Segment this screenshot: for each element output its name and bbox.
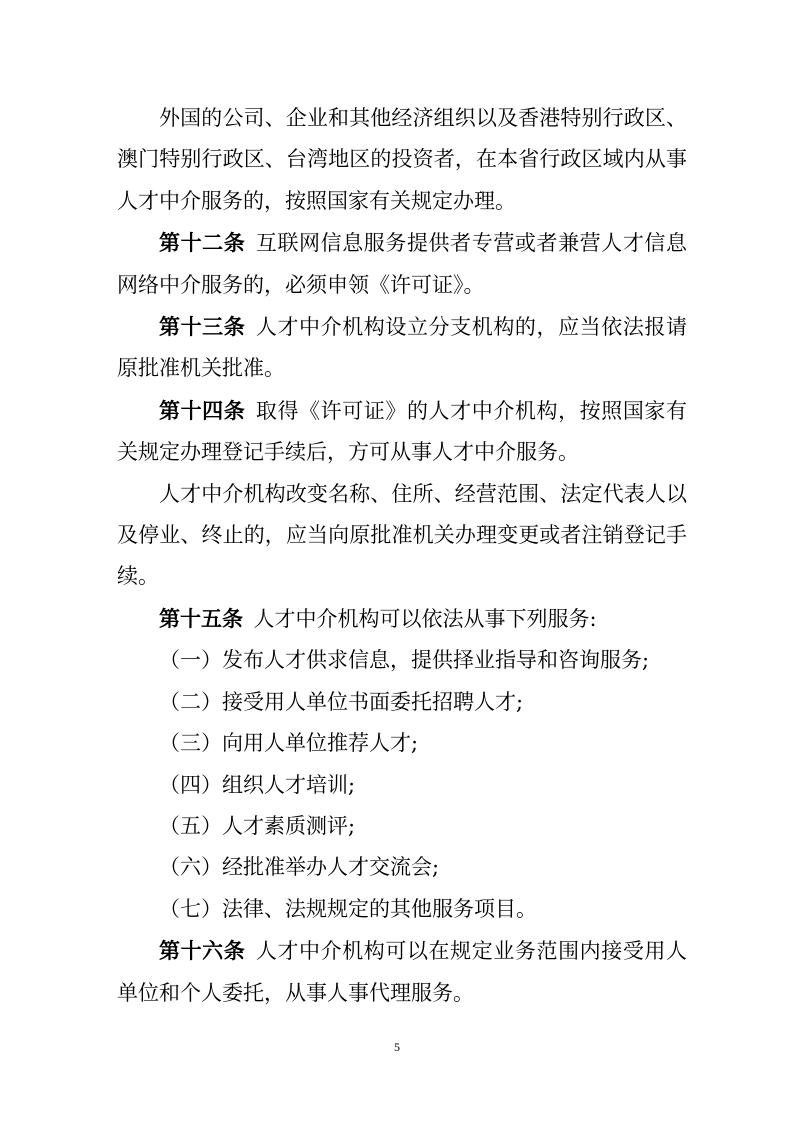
article-text: 人才中介机构可以依法从事下列服务:	[253, 606, 597, 631]
article-13	[117, 306, 687, 390]
article-heading: 第十四条	[159, 397, 246, 423]
article-heading: 第十五条	[159, 605, 243, 631]
page-number: 5	[394, 1040, 400, 1054]
list-item: （一）发布人才供求信息，提供择业指导和咨询服务;	[159, 648, 650, 673]
list-item: （三）向用人单位推荐人才;	[159, 731, 419, 756]
article-text: 人才中介机构设立分支机构的，应当依法报请原批准机关批准。	[117, 315, 688, 381]
list-item: （七）法律、法规规定的其他服务项目。	[159, 896, 537, 921]
list-item: （四）组织人才培训;	[159, 772, 356, 797]
article-15	[117, 598, 687, 640]
article-text: 取得《许可证》的人才中介机构，按照国家有关规定办理登记手续后，方可从事人才中介服务。	[117, 398, 688, 465]
body-text	[117, 98, 687, 1014]
article-text: 人才中介机构可以在规定业务范围内接受用人单位和个人委托，从事人事代理服务。	[117, 939, 688, 1005]
list-item: （六）经批准举办人才交流会;	[159, 855, 440, 880]
article-heading: 第十二条	[159, 230, 246, 256]
article-text: 互联网信息服务提供者专营或者兼营人才信息网络中介服务的，必须申领《许可证》。	[117, 231, 688, 297]
article-heading: 第十三条	[159, 314, 246, 340]
article-heading: 第十六条	[159, 938, 246, 964]
paragraph: 人才中介机构改变名称、住所、经营范围、法定代表人以及停业、终止的，应当向原批准机关办理变更或者注销登记手续。	[117, 481, 687, 589]
article-16	[117, 930, 687, 1014]
article-14	[117, 390, 687, 474]
article-12	[117, 222, 687, 306]
list-item: （二）接受用人单位书面委托招聘人才;	[159, 689, 524, 714]
list-item: （五）人才素质测评;	[159, 813, 356, 838]
paragraph: 外国的公司、企业和其他经济组织以及香港特别行政区、澳门特别行政区、台湾地区的投资者，在本省行政区域内从事人才中介服务的，按照国家有关规定办理。	[117, 106, 687, 213]
